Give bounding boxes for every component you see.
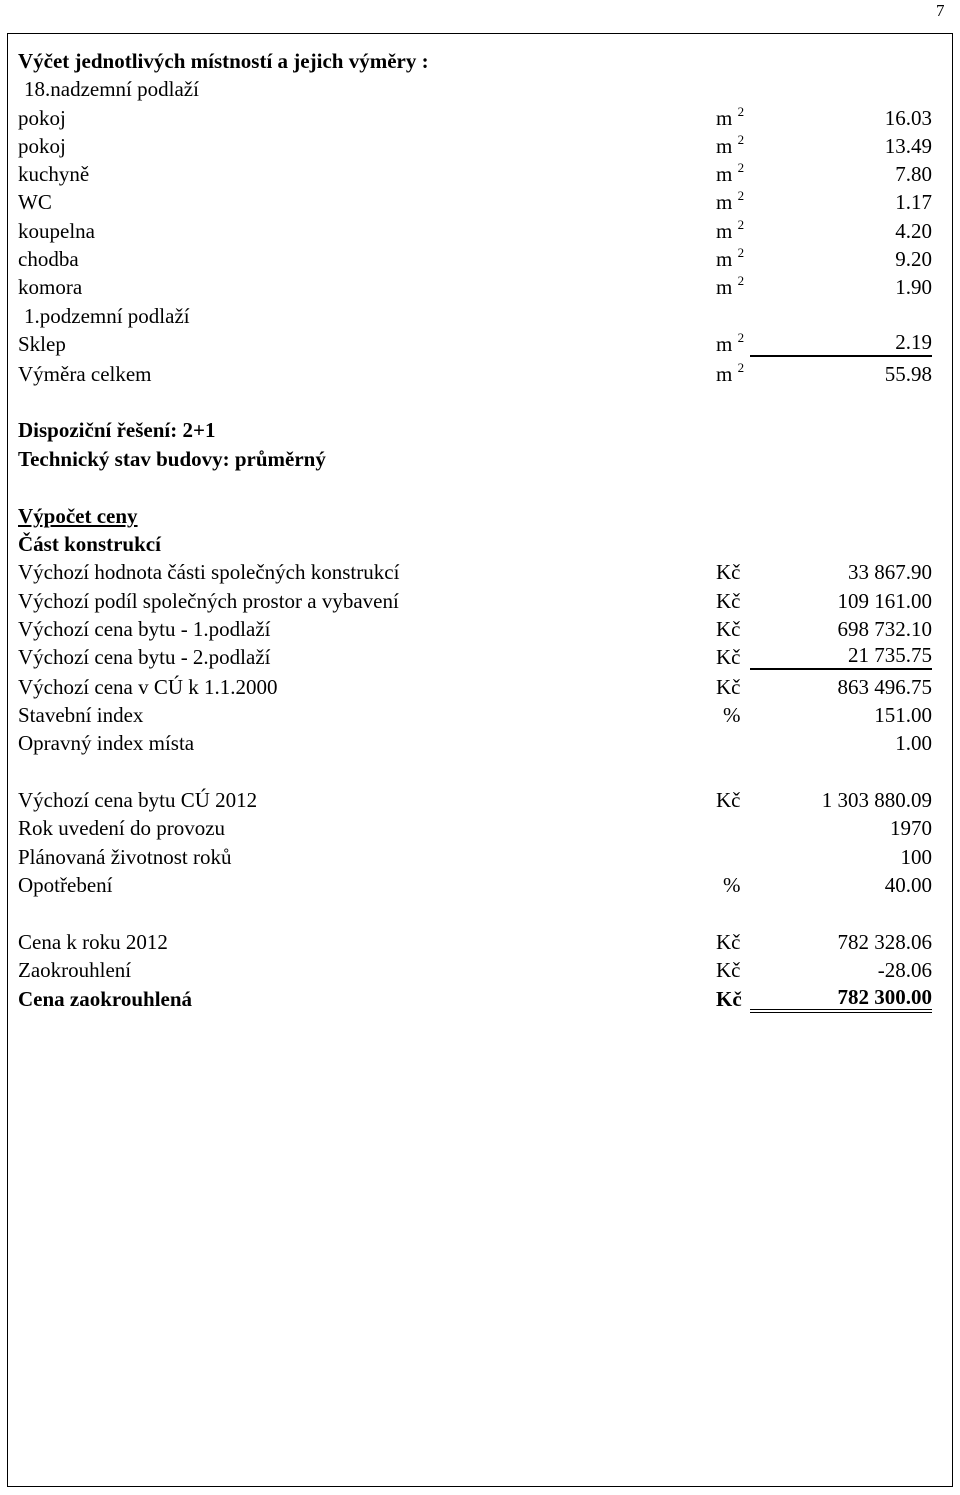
- calc-row: [18, 558, 938, 586]
- page-number: 7: [936, 1, 945, 20]
- area-unit: m $^2$: [716, 330, 745, 356]
- room-name: pokoj: [18, 106, 66, 130]
- calc-label: Opravný index místa: [18, 731, 195, 755]
- currency-unit: Kč: [716, 645, 741, 669]
- room-name: komora: [18, 275, 83, 299]
- final-value: -28.06: [877, 958, 932, 982]
- room-area: 1.17: [895, 190, 932, 214]
- currency-unit: Kč: [716, 675, 741, 699]
- calc-row: [18, 843, 938, 871]
- floor-below-label: 1.podzemní podlaží: [24, 304, 190, 328]
- section-title: Výčet jednotlivých místností a jejich výměry :: [18, 49, 429, 73]
- calc-row: [18, 729, 938, 757]
- room-area: 4.20: [895, 219, 932, 243]
- calc-label: Výchozí cena bytu - 1.podlaží: [18, 617, 271, 641]
- currency-unit: Kč: [716, 788, 741, 812]
- final-value: 782 328.06: [837, 930, 932, 954]
- room-area: 16.03: [884, 106, 932, 130]
- final-row: [18, 956, 938, 984]
- calc-value: 33 867.90: [848, 560, 932, 584]
- floor-below-row: [18, 302, 938, 330]
- calc-label: Opotřebení: [18, 873, 113, 897]
- currency-unit: Kč: [716, 589, 741, 613]
- calc-row: [18, 871, 938, 899]
- price-heading: Výpočet ceny: [18, 504, 138, 528]
- calc-value: 109 161.00: [837, 589, 932, 613]
- area-unit: m $^2$: [716, 360, 745, 386]
- room-area: 13.49: [884, 134, 932, 158]
- calc-label: Výchozí cena bytu CÚ 2012: [18, 788, 258, 812]
- room-row: [18, 104, 938, 132]
- area-unit: m $^2$: [716, 188, 745, 214]
- currency-unit: Kč: [716, 987, 742, 1011]
- currency-unit: Kč: [716, 930, 741, 954]
- area-unit: m $^2$: [716, 132, 745, 158]
- technical-state: Technický stav budovy: průměrný: [18, 447, 326, 471]
- floor-above-label: 18.nadzemní podlaží: [24, 77, 199, 101]
- part-heading-row: [18, 530, 938, 558]
- calc-label: Rok uvedení do provozu: [18, 816, 226, 840]
- area-unit: m $^2$: [716, 104, 745, 130]
- calc-value: 151.00: [874, 703, 932, 727]
- final-price-label: Cena zaokrouhlená: [18, 987, 193, 1011]
- room-row: [18, 217, 938, 245]
- room-name: koupelna: [18, 219, 95, 243]
- calc-value: 1.00: [895, 731, 932, 755]
- final-label: Zaokrouhlení: [18, 958, 132, 982]
- room-name: pokoj: [18, 134, 66, 158]
- floor-above-row: [18, 75, 938, 103]
- disposition: Dispoziční řešení: 2+1: [18, 418, 216, 442]
- calc-label: Výchozí podíl společných prostor a vybavení: [18, 589, 399, 613]
- calc-row: [18, 814, 938, 842]
- currency-unit: Kč: [716, 958, 741, 982]
- total-area-row: [18, 360, 938, 388]
- final-row: [18, 928, 938, 956]
- area-unit: m $^2$: [716, 273, 745, 299]
- calc-label: Výchozí hodnota části společných konstrukcí: [18, 560, 400, 584]
- calc-row: [18, 643, 938, 671]
- area-unit: m $^2$: [716, 245, 745, 271]
- room-name: WC: [18, 190, 52, 214]
- room-row: [18, 273, 938, 301]
- room-row: [18, 132, 938, 160]
- room-name: kuchyně: [18, 162, 90, 186]
- calc-label: Výchozí cena bytu - 2.podlaží: [18, 645, 271, 669]
- calc-value: 1 303 880.09: [821, 788, 932, 812]
- room-area: 7.80: [895, 162, 932, 186]
- room-name: chodba: [18, 247, 79, 271]
- calc-value: 40.00: [884, 873, 932, 897]
- area-unit: m $^2$: [716, 160, 745, 186]
- calc-label: Stavební index: [18, 703, 144, 727]
- calc-row: [18, 587, 938, 615]
- calc-row: [18, 673, 938, 701]
- room-area: 1.90: [895, 275, 932, 299]
- calc-label: Výchozí cena v CÚ k 1.1.2000: [18, 675, 278, 699]
- currency-unit: Kč: [716, 560, 741, 584]
- currency-unit: Kč: [716, 617, 741, 641]
- disposition-row: [18, 416, 938, 444]
- total-area-value: 55.98: [884, 362, 932, 386]
- calc-label: Plánovaná životnost roků: [18, 845, 232, 869]
- percent-unit: %: [723, 873, 741, 897]
- total-area-label: Výměra celkem: [18, 362, 152, 386]
- calc-row: [18, 615, 938, 643]
- final-label: Cena k roku 2012: [18, 930, 168, 954]
- calc-value: 863 496.75: [837, 675, 932, 699]
- calc-value: 100: [900, 845, 932, 869]
- room-area: 2.19: [750, 330, 932, 357]
- final-price-row: [18, 985, 938, 1013]
- room-row: [18, 160, 938, 188]
- section-title-row: [18, 47, 938, 75]
- calc-value: 1970: [890, 816, 932, 840]
- room-name: Sklep: [18, 332, 66, 356]
- cellar-row: [18, 330, 938, 358]
- room-row: [18, 188, 938, 216]
- technical-state-row: [18, 445, 938, 473]
- calc-row: [18, 786, 938, 814]
- room-row: [18, 245, 938, 273]
- room-area: 9.20: [895, 247, 932, 271]
- percent-unit: %: [723, 703, 741, 727]
- part-heading: Část konstrukcí: [18, 532, 161, 556]
- price-heading-row: [18, 502, 938, 530]
- calc-value: 21 735.75: [750, 643, 932, 670]
- area-unit: m $^2$: [716, 217, 745, 243]
- calc-row: [18, 701, 938, 729]
- calc-value: 698 732.10: [837, 617, 932, 641]
- final-price-value: 782 300.00: [750, 985, 932, 1013]
